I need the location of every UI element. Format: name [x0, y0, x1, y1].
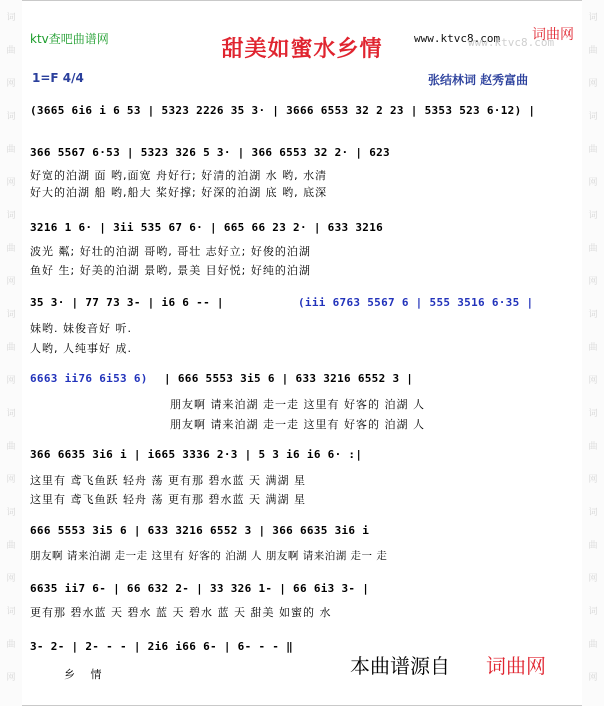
- watermark-char: 曲: [588, 343, 598, 353]
- watermark-char: 曲: [588, 46, 598, 56]
- watermark-char: 网: [6, 475, 16, 485]
- watermark-char: 网: [6, 673, 16, 683]
- notation-row-1: (3665 6i6 i 6 53 | 5323 2226 35 3· | 3666 6553 32 2 23 | 5353 523 6·12) |: [30, 104, 536, 117]
- lyric-row-2-verse-2: 好大的泊湖 船 哟,船大 桨好撑; 好深的泊湖 底 哟, 底深: [30, 186, 328, 199]
- watermark-char: 网: [588, 574, 598, 584]
- lyric-row-6-verse-1: 这里有 鸢飞鱼跃 轻舟 荡 更有那 碧水蓝 天 满湖 星: [30, 474, 306, 487]
- watermark-char: 网: [588, 277, 598, 287]
- watermark-char: 网: [588, 178, 598, 188]
- notation-row-5-interlude: 6663 ii76 6i53 6): [30, 372, 148, 385]
- watermark-char: 词: [588, 508, 598, 518]
- notation-row-7: 666 5553 3i5 6 | 633 3216 6552 3 | 366 6635 3i6 i: [30, 524, 370, 537]
- watermark-char: 曲: [6, 541, 16, 551]
- notation-row-4: 35 3· | 77 73 3- | i6 6 -- |: [30, 296, 224, 309]
- left-watermark-strip: [0, 0, 22, 706]
- watermark-char: 词: [588, 13, 598, 23]
- lyric-row-5-verse-1: 朋友啊 请来泊湖 走一走 这里有 好客的 泊湖 人: [170, 398, 425, 411]
- watermark-char: 词: [588, 112, 598, 122]
- lyric-row-6-verse-2: 这里有 鸢飞鱼跃 轻舟 荡 更有那 碧水蓝 天 满湖 星: [30, 493, 306, 506]
- watermark-char: 网: [588, 475, 598, 485]
- lyric-row-4-verse-2: 人哟, 人纯事好 成.: [30, 342, 132, 355]
- notation-row-5: | 666 5553 3i5 6 | 633 3216 6552 3 |: [164, 372, 414, 385]
- watermark-char: 词: [6, 508, 16, 518]
- lyric-row-2-verse-1: 好宽的泊湖 面 哟,面宽 舟好行; 好清的泊湖 水 哟, 水清: [30, 169, 328, 182]
- lyric-row-3-verse-2: 鱼好 生; 好美的泊湖 景哟, 景美 目好悦; 好纯的泊湖: [30, 264, 311, 277]
- watermark-char: 网: [588, 376, 598, 386]
- notation-row-4-interlude: (iii 6763 5567 6 | 555 3516 6·35 |: [298, 296, 534, 309]
- footer-source-text: 本曲谱源自: [350, 654, 450, 678]
- site-url[interactable]: www.ktvc8.com: [414, 32, 501, 45]
- lyric-row-9: 乡 情: [64, 668, 108, 681]
- watermark-char: 网: [6, 574, 16, 584]
- watermark-char: 词: [6, 310, 16, 320]
- watermark-char: 曲: [6, 343, 16, 353]
- watermark-char: 曲: [6, 442, 16, 452]
- watermark-char: 网: [6, 178, 16, 188]
- watermark-char: 词: [6, 607, 16, 617]
- watermark-char: 网: [6, 79, 16, 89]
- key-signature: 1=F 4/4: [32, 71, 84, 85]
- lyric-row-5-verse-2: 朋友啊 请来泊湖 走一走 这里有 好客的 泊湖 人: [170, 418, 425, 431]
- site-url-watermark: www.ktvc8.com: [468, 36, 555, 49]
- lyric-row-3-verse-1: 波光 粼; 好壮的泊湖 哥哟, 哥壮 志好立; 好俊的泊湖: [30, 245, 311, 258]
- watermark-char: 曲: [588, 640, 598, 650]
- notation-row-8: 6635 ii7 6- | 66 632 2- | 33 326 1- | 66 6i3 3- |: [30, 582, 370, 595]
- watermark-char: 词: [6, 409, 16, 419]
- watermark-char: 曲: [588, 442, 598, 452]
- watermark-char: 词: [588, 310, 598, 320]
- watermark-char: 曲: [588, 541, 598, 551]
- song-credits: 张结林词 赵秀富曲: [428, 73, 529, 87]
- song-title: 甜美如蜜水乡情: [221, 37, 383, 62]
- watermark-char: 词: [6, 112, 16, 122]
- watermark-char: 曲: [6, 244, 16, 254]
- watermark-char: 网: [6, 376, 16, 386]
- watermark-char: 曲: [6, 46, 16, 56]
- watermark-char: 网: [6, 277, 16, 287]
- notation-row-3: 3216 1 6· | 3ii 535 67 6· | 665 66 23 2· | 633 3216: [30, 221, 384, 234]
- watermark-char: 曲: [588, 145, 598, 155]
- watermark-char: 曲: [6, 640, 16, 650]
- lyric-row-7: 朋友啊 请来泊湖 走一走 这里有 好客的 泊湖 人 朋友啊 请来泊湖 走一 走: [30, 550, 388, 562]
- watermark-char: 曲: [588, 244, 598, 254]
- notation-row-9: 3- 2- | 2- - - | 2i6 i66 6- | 6- - - ‖: [30, 640, 294, 653]
- notation-row-2: 366 5567 6·53 | 5323 326 5 3· | 366 6553 32 2· | 623: [30, 146, 390, 159]
- watermark-char: 词: [6, 13, 16, 23]
- watermark-char: 网: [588, 79, 598, 89]
- footer-source-site[interactable]: 词曲网: [486, 654, 546, 678]
- watermark-char: 词: [6, 211, 16, 221]
- watermark-char: 词: [588, 607, 598, 617]
- site-name[interactable]: ktv查吧曲谱网: [30, 32, 109, 46]
- site-logo[interactable]: 词曲网: [532, 27, 574, 43]
- watermark-char: 词: [588, 409, 598, 419]
- watermark-char: 曲: [6, 145, 16, 155]
- notation-row-6: 366 6635 3i6 i | i665 3336 2·3 | 5 3 i6 i6 6· :|: [30, 448, 363, 461]
- lyric-row-4-verse-1: 妹哟. 妹俊音好 听.: [30, 322, 132, 335]
- lyric-row-8: 更有那 碧水蓝 天 碧水 蓝 天 碧水 蓝 天 甜美 如蜜的 水: [30, 606, 332, 619]
- watermark-char: 词: [588, 211, 598, 221]
- watermark-char: 网: [588, 673, 598, 683]
- right-watermark-strip: [582, 0, 604, 706]
